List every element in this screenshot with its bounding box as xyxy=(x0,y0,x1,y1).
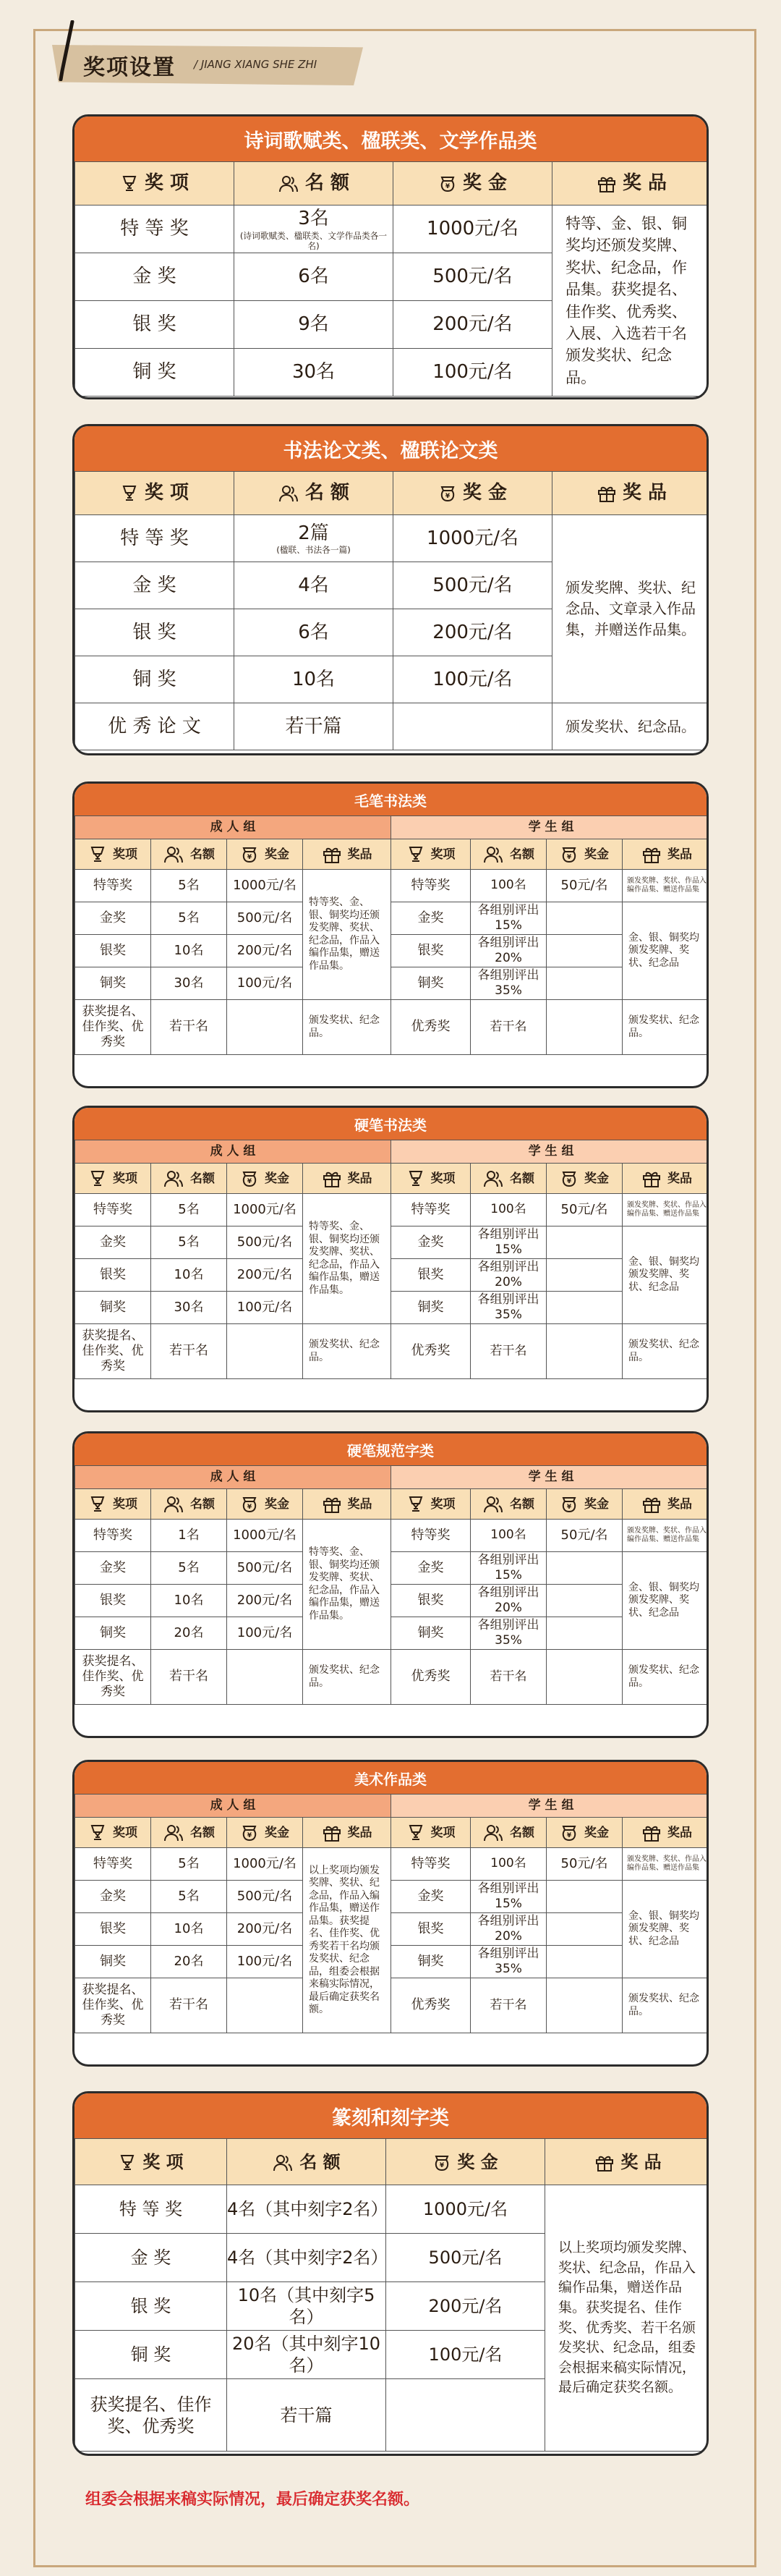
quota-cell: 各组别评出35% xyxy=(471,967,547,1000)
prize-cell: 银奖 xyxy=(75,1259,151,1292)
item-cell: 金、银、铜奖均颁发奖牌、奖状、纪念品 xyxy=(623,1552,709,1650)
prize-cell: 银奖 xyxy=(391,1585,471,1617)
page-title: 奖项设置 xyxy=(83,55,176,80)
quota-cell: 若干名 xyxy=(471,1324,547,1379)
money-icon xyxy=(240,1169,259,1188)
quota-cell: 各组别评出35% xyxy=(471,1946,547,1978)
money-icon xyxy=(560,845,579,864)
money-cell: 500元/名 xyxy=(393,253,552,301)
money-cell xyxy=(227,1324,303,1379)
people-icon xyxy=(482,845,504,864)
item-cell: 以上奖项均颁发奖牌、奖状、纪念品，作品入编作品集，赠送作品集。获奖提名、佳作奖、优秀奖、若干名颁发奖状、纪念品，组委会根据来稿实际情况，最后确定获奖名额。 xyxy=(545,2185,709,2452)
section-title: 硬笔书法类 xyxy=(74,1108,707,1140)
money-cell: 200元/名 xyxy=(227,1585,303,1617)
prize-cell: 获奖提名、佳作奖、优秀奖 xyxy=(75,1650,151,1705)
item-cell: 特等奖、金、银、铜奖均还颁发奖牌、奖状、纪念品，作品入编作品集，赠送作品集。 xyxy=(303,1194,391,1324)
quota-cell: 10名（其中刻字5名） xyxy=(227,2282,386,2331)
money-icon xyxy=(560,1823,579,1842)
section-sec6 xyxy=(72,1760,709,2067)
quota-cell: 若干名 xyxy=(471,1978,547,2033)
section-seal xyxy=(72,2091,709,2456)
money-cell xyxy=(547,1000,623,1055)
quota-cell: 5名 xyxy=(151,870,227,902)
money-cell: 1000元/名 xyxy=(227,1848,303,1881)
prize-cell: 优秀奖 xyxy=(391,1978,471,2033)
prize-cell: 获奖提名、佳作奖、优秀奖 xyxy=(75,1324,151,1379)
money-cell: 50元/名 xyxy=(547,870,623,902)
quota-cell: 1名 xyxy=(151,1520,227,1552)
trophy-icon xyxy=(120,174,139,193)
quota-cell: 30名 xyxy=(151,967,227,1000)
trophy-icon xyxy=(88,1169,107,1188)
quota-cell: 各组别评出35% xyxy=(471,1292,547,1324)
svg-text:¥: ¥ xyxy=(440,2161,445,2169)
prize-cell: 特等奖 xyxy=(75,1848,151,1881)
money-cell: 200元/名 xyxy=(386,2282,545,2331)
prize-cell: 铜奖 xyxy=(75,1617,151,1650)
prize-table: 奖 项 名 额 ¥ 奖 金 奖 品 特 等 奖 2篇 (楹联、书法各一篇) 1000元/名 颁发奖牌、奖状、纪念品、文章录入作品集，并赠送作品集。 金 奖 4名 500元/名 银 奖 6名 200元/名 铜 奖 10名 100元/名 优 秀 论 文 若干篇 颁发奖状、纪念品。 xyxy=(74,471,709,750)
money-cell xyxy=(547,1324,623,1379)
money-cell: 500元/名 xyxy=(227,1226,303,1259)
money-cell: 1000元/名 xyxy=(393,206,552,253)
quota-cell: 若干名 xyxy=(151,1978,227,2033)
item-cell: 颁发奖牌、奖状、作品入编作品集、赠送作品集 xyxy=(623,1520,709,1552)
prize-cell: 铜奖 xyxy=(391,967,471,1000)
section-title: 硬笔规范字类 xyxy=(74,1433,707,1465)
item-cell: 颁发奖牌、奖状、作品入编作品集、赠送作品集 xyxy=(623,1848,709,1881)
prize-cell: 优秀奖 xyxy=(391,1324,471,1379)
prize-cell: 银 奖 xyxy=(75,609,234,656)
group-adult: 成 人 组 xyxy=(75,816,391,839)
group-student: 学 生 组 xyxy=(391,1466,709,1489)
prize-cell: 特 等 奖 xyxy=(75,515,234,562)
prize-cell: 银奖 xyxy=(391,1913,471,1946)
prize-cell: 特等奖 xyxy=(75,1194,151,1226)
money-cell: 500元/名 xyxy=(227,1881,303,1913)
col-item: 奖 品 xyxy=(552,162,709,206)
quota-cell: 10名 xyxy=(234,656,393,703)
svg-text:¥: ¥ xyxy=(566,1831,572,1839)
svg-text:¥: ¥ xyxy=(566,1503,572,1511)
money-icon xyxy=(438,174,457,193)
prize-cell: 铜奖 xyxy=(75,967,151,1000)
trophy-icon xyxy=(88,1495,107,1514)
item-cell: 金、银、铜奖均颁发奖牌、奖状、纪念品 xyxy=(623,1226,709,1324)
prize-cell: 金奖 xyxy=(391,902,471,935)
prize-cell: 铜奖 xyxy=(391,1617,471,1650)
quota-cell: 9名 xyxy=(234,301,393,349)
people-icon xyxy=(163,1169,184,1188)
quota-cell: 100名 xyxy=(471,1520,547,1552)
prize-table: 成 人 组 学 生 组 奖项 名额 ¥ 奖金 奖品 奖项 名额 ¥ 奖金 奖品 特等奖 5名 1000元/名 以上奖项均颁发奖牌、奖状、纪念品，作品入编作品集，赠送作品集。获奖提名、佳作奖、优秀奖若干名均颁发奖状、纪念品，组委会根据来稿实际情况，最后确定获奖名额。 特等奖 100名 50元/名 颁发奖牌、奖状、作品入编作品集、赠送作品集 金奖 5名 500元/名 金奖 各组别评出15% 金、银、铜奖均颁发奖牌、奖状、纪念品 银奖 10名 200元/名 银奖 各组别评出20% 铜奖 20名 100元/名 铜奖 各组别评出35% 获奖提名、佳作奖、优秀奖 若干名 优秀奖 若干名 颁发奖状、纪念品。 xyxy=(74,1794,709,2033)
prize-cell: 金 奖 xyxy=(75,562,234,609)
money-cell xyxy=(227,1000,303,1055)
item-cell: 颁发奖状、纪念品。 xyxy=(303,1324,391,1379)
item-cell: 金、银、铜奖均颁发奖牌、奖状、纪念品 xyxy=(623,1881,709,1978)
money-cell: 100元/名 xyxy=(393,349,552,397)
quota-cell: 100名 xyxy=(471,1848,547,1881)
gift-icon xyxy=(641,1823,662,1842)
prize-cell: 金奖 xyxy=(75,1881,151,1913)
prize-cell: 特 等 奖 xyxy=(75,2185,227,2234)
money-icon xyxy=(240,1495,259,1514)
quota-cell: 30名 xyxy=(234,349,393,397)
quota-cell: 5名 xyxy=(151,1881,227,1913)
money-cell xyxy=(393,703,552,750)
quota-cell: 100名 xyxy=(471,870,547,902)
quota-cell: 6名 xyxy=(234,609,393,656)
quota-cell: 各组别评出35% xyxy=(471,1617,547,1650)
money-cell xyxy=(547,1585,623,1617)
quota-cell: 5名 xyxy=(151,1226,227,1259)
prize-cell: 银奖 xyxy=(391,1259,471,1292)
money-cell: 1000元/名 xyxy=(227,1520,303,1552)
item-cell: 颁发奖状、纪念品。 xyxy=(623,1000,709,1055)
item-cell: 特等奖、金、银、铜奖均还颁发奖牌、奖状、纪念品，作品入编作品集，赠送作品集。 xyxy=(303,1520,391,1650)
prize-cell: 金奖 xyxy=(391,1552,471,1585)
quota-cell: 6名 xyxy=(234,253,393,301)
section-sec4 xyxy=(72,1106,709,1412)
quota-cell: 若干篇 xyxy=(227,2379,386,2452)
group-student: 学 生 组 xyxy=(391,1140,709,1164)
money-cell: 100元/名 xyxy=(227,1292,303,1324)
svg-text:¥: ¥ xyxy=(247,1177,252,1185)
quota-cell: 20名 xyxy=(151,1946,227,1978)
prize-cell: 特等奖 xyxy=(391,870,471,902)
quota-cell: 4名（其中刻字2名） xyxy=(227,2234,386,2282)
quota-cell: 各组别评出15% xyxy=(471,902,547,935)
group-adult: 成 人 组 xyxy=(75,1795,391,1818)
money-cell xyxy=(547,1946,623,1978)
money-cell: 100元/名 xyxy=(227,967,303,1000)
footnote: 组委会根据来稿实际情况，最后确定获奖名额。 xyxy=(85,2491,420,2509)
gift-icon xyxy=(322,845,342,864)
pen-stroke-icon xyxy=(58,20,78,81)
prize-cell: 银奖 xyxy=(75,1585,151,1617)
money-cell: 1000元/名 xyxy=(227,870,303,902)
money-cell xyxy=(547,935,623,967)
prize-cell: 铜 奖 xyxy=(75,2331,227,2379)
prize-cell: 铜奖 xyxy=(391,1292,471,1324)
gift-icon xyxy=(641,845,662,864)
trophy-icon xyxy=(120,484,139,503)
money-cell: 500元/名 xyxy=(227,1552,303,1585)
money-icon xyxy=(560,1495,579,1514)
money-cell: 50元/名 xyxy=(547,1848,623,1881)
prize-cell: 铜奖 xyxy=(75,1292,151,1324)
prize-cell: 金奖 xyxy=(391,1226,471,1259)
quota-cell: 4名 xyxy=(234,562,393,609)
section-sec5 xyxy=(72,1431,709,1738)
prize-cell: 获奖提名、佳作奖、优秀奖 xyxy=(75,2379,227,2452)
col-prize: 奖 项 xyxy=(75,162,234,206)
money-cell xyxy=(547,1617,623,1650)
item-cell: 颁发奖状、纪念品。 xyxy=(303,1000,391,1055)
prize-cell: 特等奖 xyxy=(391,1848,471,1881)
quota-cell: 5名 xyxy=(151,902,227,935)
quota-cell: 10名 xyxy=(151,1259,227,1292)
trophy-icon xyxy=(406,1495,425,1514)
money-cell: 1000元/名 xyxy=(227,1194,303,1226)
money-cell xyxy=(547,1292,623,1324)
people-icon xyxy=(278,484,299,503)
people-icon xyxy=(278,174,299,193)
quota-cell: 各组别评出15% xyxy=(471,1552,547,1585)
quota-cell: 若干名 xyxy=(151,1324,227,1379)
money-icon xyxy=(240,1823,259,1842)
prize-cell: 铜 奖 xyxy=(75,656,234,703)
money-cell xyxy=(547,1978,623,2033)
svg-text:¥: ¥ xyxy=(247,1503,252,1511)
money-cell: 500元/名 xyxy=(227,902,303,935)
quota-cell: 20名（其中刻字10名） xyxy=(227,2331,386,2379)
section-essay xyxy=(72,424,709,755)
people-icon xyxy=(482,1823,504,1842)
item-cell: 金、银、铜奖均颁发奖牌、奖状、纪念品 xyxy=(623,902,709,1000)
quota-cell: 若干名 xyxy=(471,1000,547,1055)
item-cell: 颁发奖状、纪念品。 xyxy=(623,1324,709,1379)
item-cell: 颁发奖状、纪念品。 xyxy=(552,703,709,750)
prize-cell: 特等奖 xyxy=(391,1520,471,1552)
section-title: 毛笔书法类 xyxy=(74,784,707,815)
money-cell: 50元/名 xyxy=(547,1520,623,1552)
group-student: 学 生 组 xyxy=(391,1795,709,1818)
people-icon xyxy=(482,1495,504,1514)
quota-cell: 5名 xyxy=(151,1848,227,1881)
quota-cell: 4名（其中刻字2名） xyxy=(227,2185,386,2234)
prize-cell: 金奖 xyxy=(75,1552,151,1585)
money-icon xyxy=(438,484,457,503)
item-cell: 颁发奖状、纪念品。 xyxy=(303,1650,391,1705)
prize-cell: 获奖提名、佳作奖、优秀奖 xyxy=(75,1000,151,1055)
money-cell xyxy=(547,1913,623,1946)
money-icon xyxy=(240,845,259,864)
quota-cell: 各组别评出20% xyxy=(471,1913,547,1946)
quota-cell: 2篇 (楹联、书法各一篇) xyxy=(234,515,393,562)
quota-cell: 若干名 xyxy=(151,1650,227,1705)
section-poetry xyxy=(72,114,709,399)
prize-cell: 银奖 xyxy=(75,935,151,967)
money-cell: 100元/名 xyxy=(227,1946,303,1978)
money-cell xyxy=(547,1881,623,1913)
svg-text:¥: ¥ xyxy=(566,853,572,861)
money-cell xyxy=(547,1552,623,1585)
quota-cell: 若干篇 xyxy=(234,703,393,750)
money-cell: 200元/名 xyxy=(393,609,552,656)
money-cell: 200元/名 xyxy=(227,1913,303,1946)
svg-text:¥: ¥ xyxy=(247,853,252,861)
page-subtitle: / JIANG XIANG SHE ZHI xyxy=(194,58,317,71)
svg-text:¥: ¥ xyxy=(445,492,451,500)
quota-cell: 10名 xyxy=(151,1585,227,1617)
trophy-icon xyxy=(406,845,425,864)
money-cell: 1000元/名 xyxy=(393,515,552,562)
money-cell: 200元/名 xyxy=(227,935,303,967)
prize-cell: 特等奖 xyxy=(75,870,151,902)
prize-cell: 银 奖 xyxy=(75,2282,227,2331)
svg-text:¥: ¥ xyxy=(566,1177,572,1185)
col-money: ¥ 奖 金 xyxy=(393,162,552,206)
money-cell xyxy=(227,1978,303,2033)
gift-icon xyxy=(597,484,617,503)
prize-cell: 特等奖 xyxy=(391,1194,471,1226)
section-title: 书法论文类、楹联论文类 xyxy=(74,426,707,471)
people-icon xyxy=(163,1495,184,1514)
money-cell: 100元/名 xyxy=(393,656,552,703)
money-cell: 100元/名 xyxy=(386,2331,545,2379)
prize-cell: 优秀奖 xyxy=(391,1650,471,1705)
money-cell xyxy=(547,902,623,935)
money-cell: 1000元/名 xyxy=(386,2185,545,2234)
gift-icon xyxy=(597,174,617,193)
prize-cell: 金奖 xyxy=(391,1881,471,1913)
quota-cell: 各组别评出20% xyxy=(471,1585,547,1617)
quota-cell: 10名 xyxy=(151,1913,227,1946)
money-cell: 50元/名 xyxy=(547,1194,623,1226)
people-icon xyxy=(272,2153,294,2172)
trophy-icon xyxy=(118,2153,137,2172)
people-icon xyxy=(163,845,184,864)
gift-icon xyxy=(322,1495,342,1514)
prize-cell: 铜奖 xyxy=(391,1946,471,1978)
trophy-icon xyxy=(406,1169,425,1188)
money-cell: 500元/名 xyxy=(386,2234,545,2282)
money-cell xyxy=(547,1259,623,1292)
section-title: 篆刻和刻字类 xyxy=(74,2093,707,2138)
money-icon xyxy=(432,2153,451,2172)
people-icon xyxy=(482,1169,504,1188)
section-title: 美术作品类 xyxy=(74,1762,707,1794)
gift-icon xyxy=(641,1495,662,1514)
prize-table: 成 人 组 学 生 组 奖项 名额 ¥ 奖金 奖品 奖项 名额 ¥ 奖金 奖品 特等奖 5名 1000元/名 特等奖、金、银、铜奖均还颁发奖牌、奖状、纪念品，作品入编作品集，赠送作品集。 特等奖 100名 50元/名 颁发奖牌、奖状、作品入编作品集、赠送作品集 金奖 5名 500元/名 金奖 各组别评出15% 金、银、铜奖均颁发奖牌、奖状、纪念品 银奖 10名 200元/名 银奖 各组别评出20% 铜奖 30名 100元/名 铜奖 各组别评出35% 获奖提名、佳作奖、优秀奖 若干名 颁发奖状、纪念品。 优秀奖 若干名 颁发奖状、纪念品。 xyxy=(74,815,709,1055)
trophy-icon xyxy=(88,1823,107,1842)
money-cell: 200元/名 xyxy=(227,1259,303,1292)
group-adult: 成 人 组 xyxy=(75,1466,391,1489)
svg-text:¥: ¥ xyxy=(247,1831,252,1839)
gift-icon xyxy=(322,1169,342,1188)
money-cell xyxy=(386,2379,545,2452)
prize-table: 成 人 组 学 生 组 奖项 名额 ¥ 奖金 奖品 奖项 名额 ¥ 奖金 奖品 特等奖 5名 1000元/名 特等奖、金、银、铜奖均还颁发奖牌、奖状、纪念品，作品入编作品集，赠送作品集。 特等奖 100名 50元/名 颁发奖牌、奖状、作品入编作品集、赠送作品集 金奖 5名 500元/名 金奖 各组别评出15% 金、银、铜奖均颁发奖牌、奖状、纪念品 银奖 10名 200元/名 银奖 各组别评出20% 铜奖 30名 100元/名 铜奖 各组别评出35% 获奖提名、佳作奖、优秀奖 若干名 颁发奖状、纪念品。 优秀奖 若干名 颁发奖状、纪念品。 xyxy=(74,1140,709,1379)
svg-text:¥: ¥ xyxy=(445,182,451,190)
item-cell: 颁发奖牌、奖状、纪念品、文章录入作品集，并赠送作品集。 xyxy=(552,515,709,703)
quota-cell: 各组别评出15% xyxy=(471,1881,547,1913)
money-cell xyxy=(547,1650,623,1705)
prize-cell: 金奖 xyxy=(75,1226,151,1259)
gift-icon xyxy=(594,2153,615,2172)
prize-cell: 特等奖 xyxy=(75,1520,151,1552)
quota-cell: 20名 xyxy=(151,1617,227,1650)
prize-cell: 优秀奖 xyxy=(391,1000,471,1055)
money-cell: 200元/名 xyxy=(393,301,552,349)
quota-cell: 100名 xyxy=(471,1194,547,1226)
prize-table: 奖 项 名 额 ¥ 奖 金 奖 品 特 等 奖 4名（其中刻字2名） 1000元/名 以上奖项均颁发奖牌、奖状、纪念品，作品入编作品集，赠送作品集。获奖提名、佳作奖、优秀奖、若干名颁发奖状、纪念品，组委会根据来稿实际情况，最后确定获奖名额。 金 奖 4名（其中刻字2名） 500元/名 银 奖 10名（其中刻字5名） 200元/名 铜 奖 20名（其中刻字10名） 100元/名 获奖提名、佳作奖、优秀奖 若干篇 xyxy=(74,2138,709,2452)
prize-cell: 铜奖 xyxy=(75,1946,151,1978)
quota-cell: 30名 xyxy=(151,1292,227,1324)
money-cell xyxy=(227,1650,303,1705)
money-icon xyxy=(560,1169,579,1188)
prize-cell: 金奖 xyxy=(75,902,151,935)
prize-cell: 银奖 xyxy=(75,1913,151,1946)
money-cell xyxy=(547,967,623,1000)
prize-cell: 铜 奖 xyxy=(75,349,234,397)
quota-cell: 各组别评出20% xyxy=(471,935,547,967)
prize-cell: 优 秀 论 文 xyxy=(75,703,234,750)
prize-table xyxy=(74,161,709,397)
gift-icon xyxy=(641,1169,662,1188)
group-adult: 成 人 组 xyxy=(75,1140,391,1164)
quota-cell: 若干名 xyxy=(471,1650,547,1705)
prize-cell: 金 奖 xyxy=(75,253,234,301)
item-cell: 颁发奖状、纪念品。 xyxy=(623,1650,709,1705)
prize-cell: 银奖 xyxy=(391,935,471,967)
item-cell: 颁发奖牌、奖状、作品入编作品集、赠送作品集 xyxy=(623,1194,709,1226)
quota-cell: 10名 xyxy=(151,935,227,967)
quota-cell: 各组别评出20% xyxy=(471,1259,547,1292)
prize-cell: 银 奖 xyxy=(75,301,234,349)
item-cell: 颁发奖状、纪念品。 xyxy=(623,1978,709,2033)
prize-cell: 获奖提名、佳作奖、优秀奖 xyxy=(75,1978,151,2033)
section-sec3 xyxy=(72,781,709,1088)
col-quota: 名 额 xyxy=(234,162,393,206)
group-student: 学 生 组 xyxy=(391,816,709,839)
quota-cell: 3名 (诗词歌赋类、楹联类、文学作品类各一名) xyxy=(234,206,393,253)
item-cell: 特等、金、银、铜奖均还颁发奖牌、奖状、纪念品，作品集。获奖提名、佳作奖、优秀奖、入展、入选若干名颁发奖状、纪念品。 xyxy=(552,206,709,397)
quota-cell: 5名 xyxy=(151,1194,227,1226)
item-cell: 以上奖项均颁发奖牌、奖状、纪念品，作品入编作品集，赠送作品集。获奖提名、佳作奖、优秀奖若干名均颁发奖状、纪念品，组委会根据来稿实际情况，最后确定获奖名额。 xyxy=(303,1848,391,2033)
people-icon xyxy=(163,1823,184,1842)
prize-table: 成 人 组 学 生 组 奖项 名额 ¥ 奖金 奖品 奖项 名额 ¥ 奖金 奖品 特等奖 1名 1000元/名 特等奖、金、银、铜奖均还颁发奖牌、奖状、纪念品，作品入编作品集，赠送作品集。 特等奖 100名 50元/名 颁发奖牌、奖状、作品入编作品集、赠送作品集 金奖 5名 500元/名 金奖 各组别评出15% 金、银、铜奖均颁发奖牌、奖状、纪念品 银奖 10名 200元/名 银奖 各组别评出20% 铜奖 20名 100元/名 铜奖 各组别评出35% 获奖提名、佳作奖、优秀奖 若干名 颁发奖状、纪念品。 优秀奖 若干名 颁发奖状、纪念品。 xyxy=(74,1465,709,1705)
prize-cell: 特 等 奖 xyxy=(75,206,234,253)
money-cell: 100元/名 xyxy=(227,1617,303,1650)
trophy-icon xyxy=(88,845,107,864)
trophy-icon xyxy=(406,1823,425,1842)
quota-cell: 5名 xyxy=(151,1552,227,1585)
quota-cell: 若干名 xyxy=(151,1000,227,1055)
item-cell: 颁发奖牌、奖状、作品入编作品集、赠送作品集 xyxy=(623,870,709,902)
item-cell: 特等奖、金、银、铜奖均还颁发奖牌、奖状、纪念品，作品入编作品集，赠送作品集。 xyxy=(303,870,391,1000)
prize-cell: 金 奖 xyxy=(75,2234,227,2282)
gift-icon xyxy=(322,1823,342,1842)
section-title: 诗词歌赋类、楹联类、文学作品类 xyxy=(74,116,707,161)
quota-cell: 各组别评出15% xyxy=(471,1226,547,1259)
money-cell: 500元/名 xyxy=(393,562,552,609)
money-cell xyxy=(547,1226,623,1259)
